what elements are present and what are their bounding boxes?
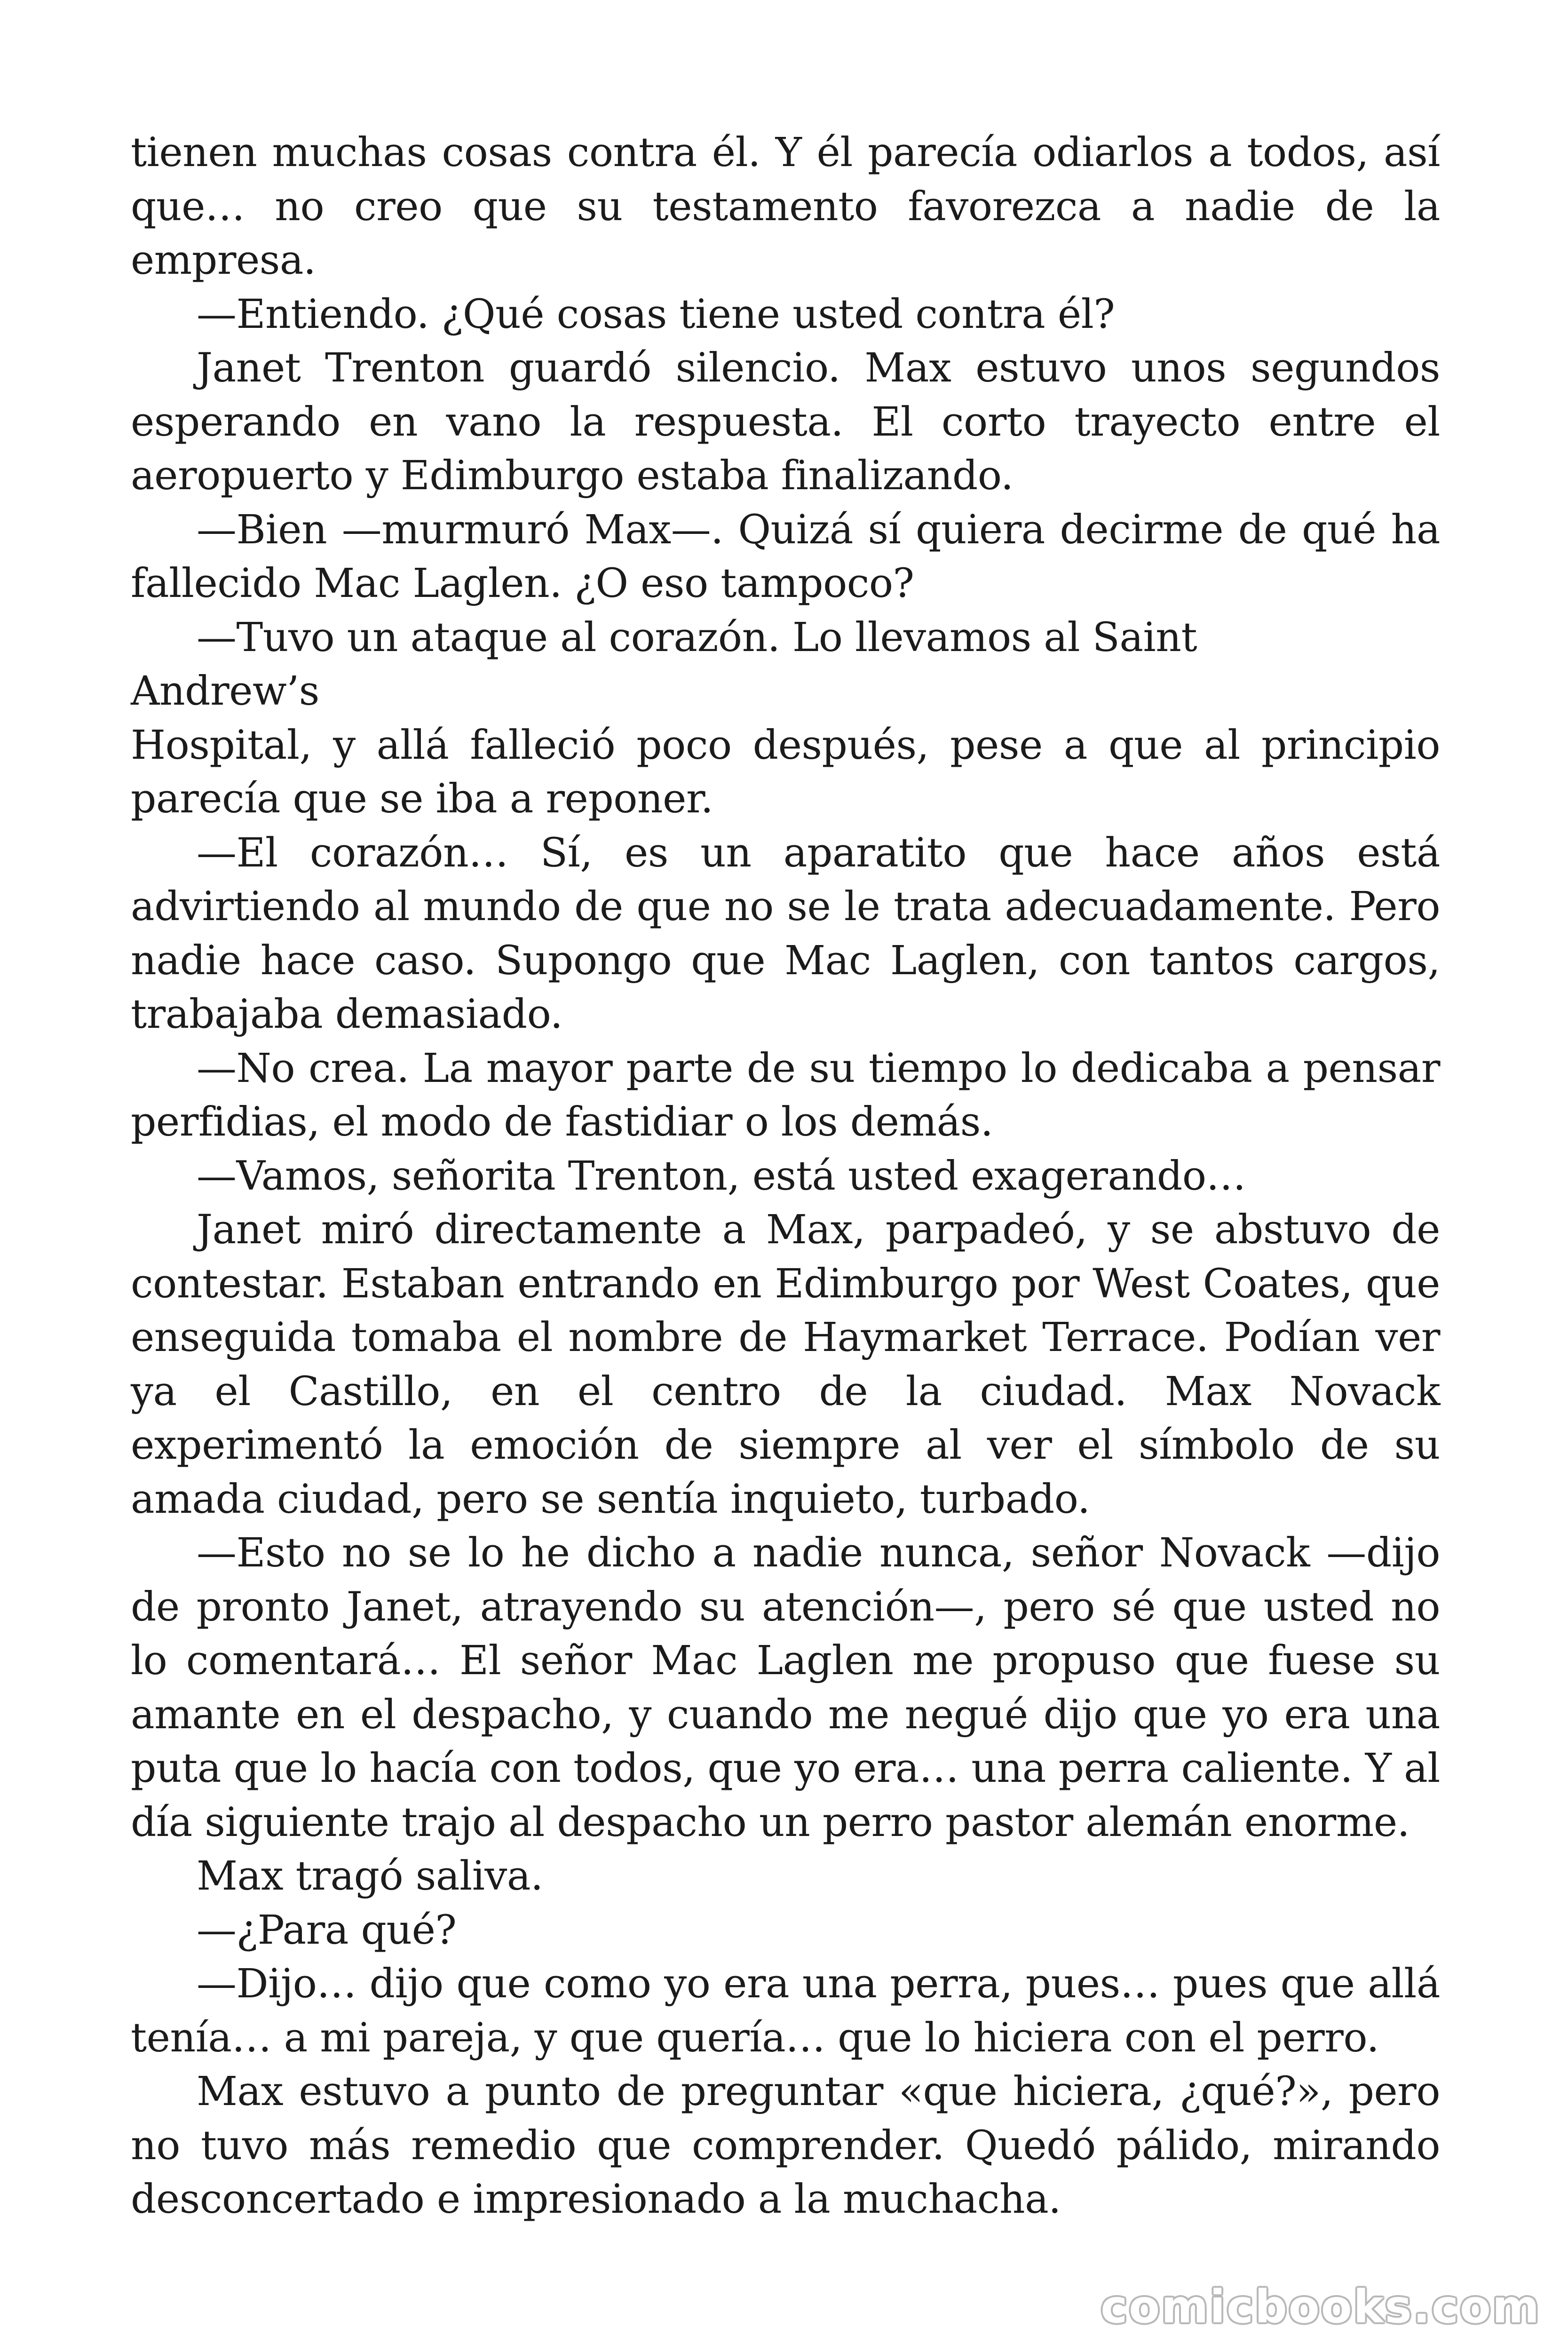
paragraph: —Dijo… dijo que como yo era una perra, pues… pues que allá tenía… a mi pareja, y que quería… que lo hiciera con el perro. (131, 1961, 1440, 2061)
paragraph: —Entiendo. ¿Qué cosas tiene usted contra él? (197, 291, 1115, 338)
paragraph: —No crea. La mayor parte de su tiempo lo dedicaba a pensar perfidias, el modo de fastidiar o los demás. (131, 1045, 1440, 1145)
paragraph: Janet Trenton guardó silencio. Max estuvo unos segundos esperando en vano la respuesta. El corto trayecto entre el aeropuerto y Edimburgo estaba finalizando. (131, 345, 1440, 499)
paragraph: Max tragó saliva. (197, 1853, 543, 1899)
paragraph: —Bien —murmuró Max—. Quizá sí quiera decirme de qué ha fallecido Mac Laglen. ¿O eso tampoco? (131, 506, 1440, 607)
paragraph: —¿Para qué? (197, 1907, 457, 1954)
paragraph-broken-line: Andrew’s (131, 668, 319, 715)
paragraph: —Vamos, señorita Trenton, está usted exagerando… (197, 1152, 1246, 1200)
paragraph: Janet miró directamente a Max, parpadeó, y se abstuvo de contestar. Estaban entrando en Edimburgo por West Coates, que enseguida tomaba el nombre de Haymarket Terrace. Podían ver ya el Castillo, en el centro de la ciudad. Max Novack experimentó la emoción de siempre al ver el símbolo de su amada ciudad, pero se sentía inquieto, turbado. (131, 1207, 1440, 1523)
paragraph-continuation: tienen muchas cosas contra él. Y él parecía odiarlos a todos, así que… no creo que su testamento favorezca a nadie de la empresa. (131, 129, 1440, 284)
paragraph: —El corazón… Sí, es un aparatito que hace años está advirtiendo al mundo de que no se le trata adecuadamente. Pero nadie hace caso. Supongo que Mac Laglen, con tantos cargos, trabajaba demasiado. (131, 829, 1440, 1038)
page-text (131, 126, 1440, 2227)
paragraph: Max estuvo a punto de preguntar «que hiciera, ¿qué?», pero no tuvo más remedio que comprender. Quedó pálido, mirando desconcertado e impresionado a la muchacha. (131, 2068, 1440, 2223)
paragraph: —Esto no se lo he dicho a nadie nunca, señor Novack —dijo de pronto Janet, atrayendo su atención—, pero sé que usted no lo comentará… El señor Mac Laglen me propuso que fuese su amante en el despacho, y cuando me negué dijo que yo era una puta que lo hacía con todos, que yo era… una perra caliente. Y al día siguiente trajo al despacho un perro pastor alemán enorme. (131, 1530, 1440, 1846)
paragraph-continuation: Hospital, y allá falleció poco después, pese a que al principio parecía que se iba a reponer. (131, 722, 1440, 822)
watermark: comicbooks.com (1101, 2280, 1541, 2333)
paragraph-broken-line: —Tuvo un ataque al corazón. Lo llevamos al Saint (197, 614, 1197, 661)
